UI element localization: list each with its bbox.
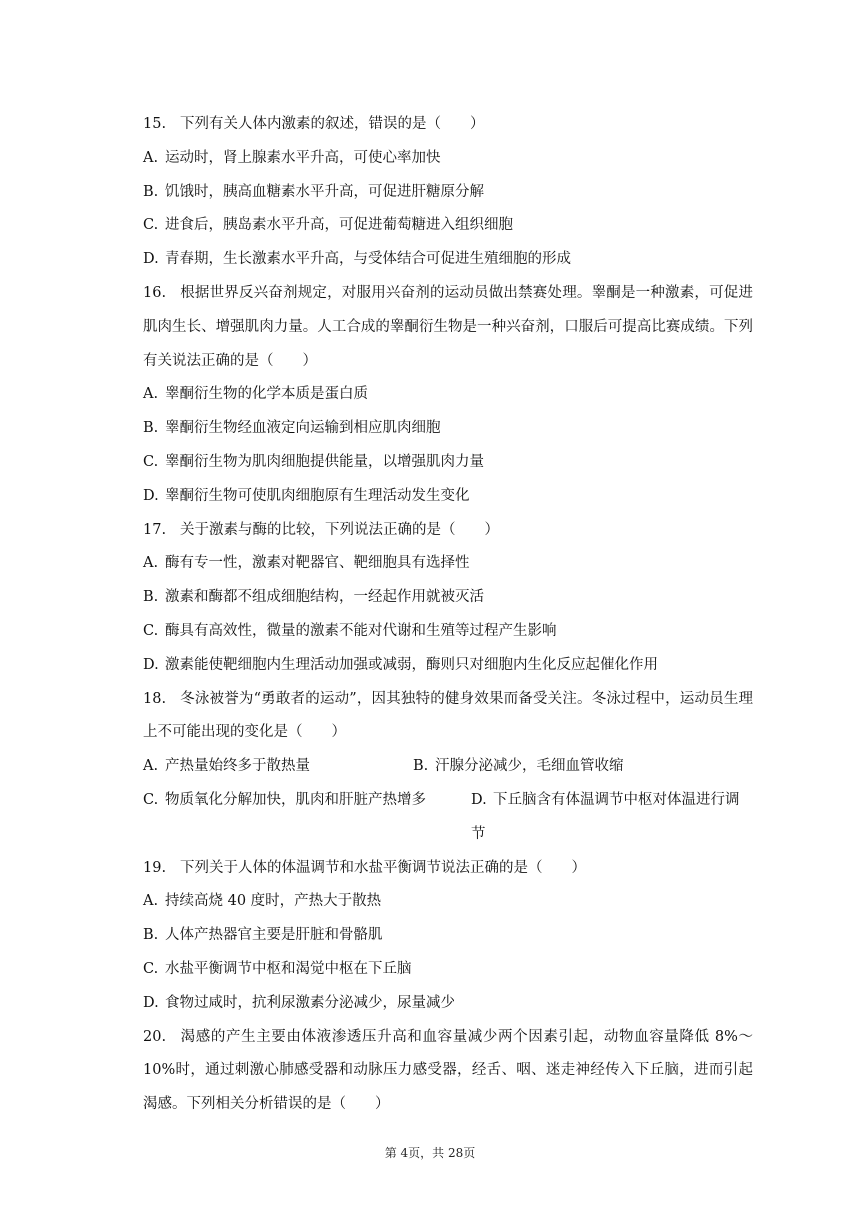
- option-c: [143, 446, 753, 480]
- option-text: 人体产热器官主要是肝脏和骨骼肌: [165, 927, 383, 944]
- question-number: 15.: [143, 116, 167, 132]
- option-d: [143, 987, 753, 1021]
- option-letter: A.: [143, 555, 159, 572]
- option-text: 睾酮衍生物的化学本质是蛋白质: [165, 386, 368, 403]
- option-b: [143, 412, 753, 446]
- option-b: [143, 919, 753, 953]
- question-stem: 根据世界反兴奋剂规定，对服用兴奋剂的运动员做出禁赛处理。睾酮是一种激素，可促进肌肉生长、增强肌肉力量。人工合成的睾酮衍生物是一种兴奋剂，口服后可提高比赛成绩。下列有关说法正确的是（ ）: [143, 284, 753, 369]
- option-text: 饥饿时，胰高血糖素水平升高，可促进肝糖原分解: [165, 183, 484, 200]
- option-letter: C.: [143, 453, 159, 470]
- option-text: 汗腺分泌减少，毛细血管收缩: [435, 758, 624, 775]
- question-stem: 关于激素与酶的比较，下列说法正确的是（ ）: [180, 521, 499, 538]
- option-c: [143, 615, 753, 649]
- option-d: [143, 649, 753, 683]
- option-a: [143, 378, 753, 412]
- question-number: 17.: [143, 521, 167, 538]
- option-a: [143, 750, 413, 784]
- option-c: [143, 953, 753, 987]
- option-letter: D.: [471, 791, 487, 808]
- question-16: [143, 277, 753, 514]
- question-number: 18.: [143, 690, 167, 707]
- option-d: [471, 784, 753, 852]
- option-a: [143, 547, 753, 581]
- option-letter: D.: [143, 994, 159, 1011]
- option-text: 酶具有高效性，微量的激素不能对代谢和生殖等过程产生影响: [165, 622, 557, 639]
- option-letter: C.: [143, 791, 159, 808]
- option-text: 持续高烧 40 度时，产热大于散热: [165, 893, 382, 910]
- option-c: [143, 209, 753, 243]
- question-number: 16.: [143, 284, 167, 301]
- option-d: [143, 243, 753, 277]
- option-letter: B.: [143, 420, 159, 437]
- option-text: 水盐平衡调节中枢和渴觉中枢在下丘脑: [165, 960, 412, 977]
- question-stem: 渴感的产生主要由体液渗透压升高和血容量减少两个因素引起，动物血容量降低 8%～10%时，通过刺激心肺感受器和动脉压力感受器，经舌、咽、迷走神经传入下丘脑，进而引起渴感。下列相关分析错误的是（ ）: [143, 1028, 753, 1113]
- option-d: [143, 480, 753, 514]
- question-stem: 冬泳被誉为“勇敢者的运动”，因其独特的健身效果而备受关注。冬泳过程中，运动员生理上不可能出现的变化是（ ）: [143, 690, 753, 741]
- option-text: 酶有专一性，激素对靶器官、靶细胞具有选择性: [165, 555, 470, 572]
- option-text: 睾酮衍生物为肌肉细胞提供能量，以增强肌肉力量: [165, 453, 484, 470]
- option-c: [143, 784, 471, 852]
- question-18: [143, 683, 753, 852]
- option-text: 物质氧化分解加快，肌肉和肝脏产热增多: [165, 791, 426, 808]
- option-a: [143, 885, 753, 919]
- question-number: 20.: [143, 1028, 167, 1045]
- option-letter: B.: [143, 183, 159, 200]
- option-text: 下丘脑含有体温调节中枢对体温进行调节: [471, 791, 740, 842]
- option-letter: A.: [143, 149, 159, 166]
- page-footer: 第 4页，共 28页: [384, 1146, 476, 1160]
- question-stem: 下列关于人体的体温调节和水盐平衡调节说法正确的是（ ）: [180, 859, 586, 876]
- option-text: 激素和酶都不组成细胞结构，一经起作用就被灭活: [165, 589, 484, 606]
- option-text: 青春期，生长激素水平升高，与受体结合可促进生殖细胞的形成: [165, 251, 571, 268]
- option-letter: B.: [143, 927, 159, 944]
- option-letter: A.: [143, 893, 159, 910]
- option-b: [143, 176, 753, 210]
- option-text: 进食后，胰岛素水平升高，可促进葡萄糖进入组织细胞: [165, 217, 513, 234]
- option-letter: D.: [143, 656, 159, 673]
- option-letter: A.: [143, 386, 159, 403]
- option-letter: C.: [143, 217, 159, 234]
- option-text: 激素能使靶细胞内生理活动加强或减弱，酶则只对细胞内生化反应起催化作用: [165, 656, 658, 673]
- option-letter: D.: [143, 251, 159, 268]
- question-19: [143, 852, 753, 1021]
- question-stem: 下列有关人体内激素的叙述，错误的是（ ）: [180, 116, 485, 132]
- option-text: 产热量始终多于散热量: [165, 758, 310, 775]
- question-list: [143, 108, 753, 1122]
- option-a: [143, 142, 753, 176]
- option-letter: A.: [143, 758, 159, 775]
- option-text: 食物过咸时，抗利尿激素分泌减少，尿量减少: [165, 994, 455, 1011]
- option-row: [143, 784, 753, 852]
- option-b: [143, 581, 753, 615]
- question-15: [143, 108, 753, 277]
- option-text: 睾酮衍生物可使肌肉细胞原有生理活动发生变化: [165, 487, 470, 504]
- option-text: 睾酮衍生物经血液定向运输到相应肌肉细胞: [165, 420, 441, 437]
- question-number: 19.: [143, 859, 167, 876]
- question-20: [143, 1021, 753, 1122]
- option-letter: C.: [143, 622, 159, 639]
- option-row: [143, 750, 753, 784]
- option-text: 运动时，肾上腺素水平升高，可使心率加快: [165, 149, 441, 166]
- option-b: [413, 750, 683, 784]
- question-17: [143, 514, 753, 683]
- option-letter: B.: [413, 758, 429, 775]
- option-letter: C.: [143, 960, 159, 977]
- option-letter: B.: [143, 589, 159, 606]
- option-letter: D.: [143, 487, 159, 504]
